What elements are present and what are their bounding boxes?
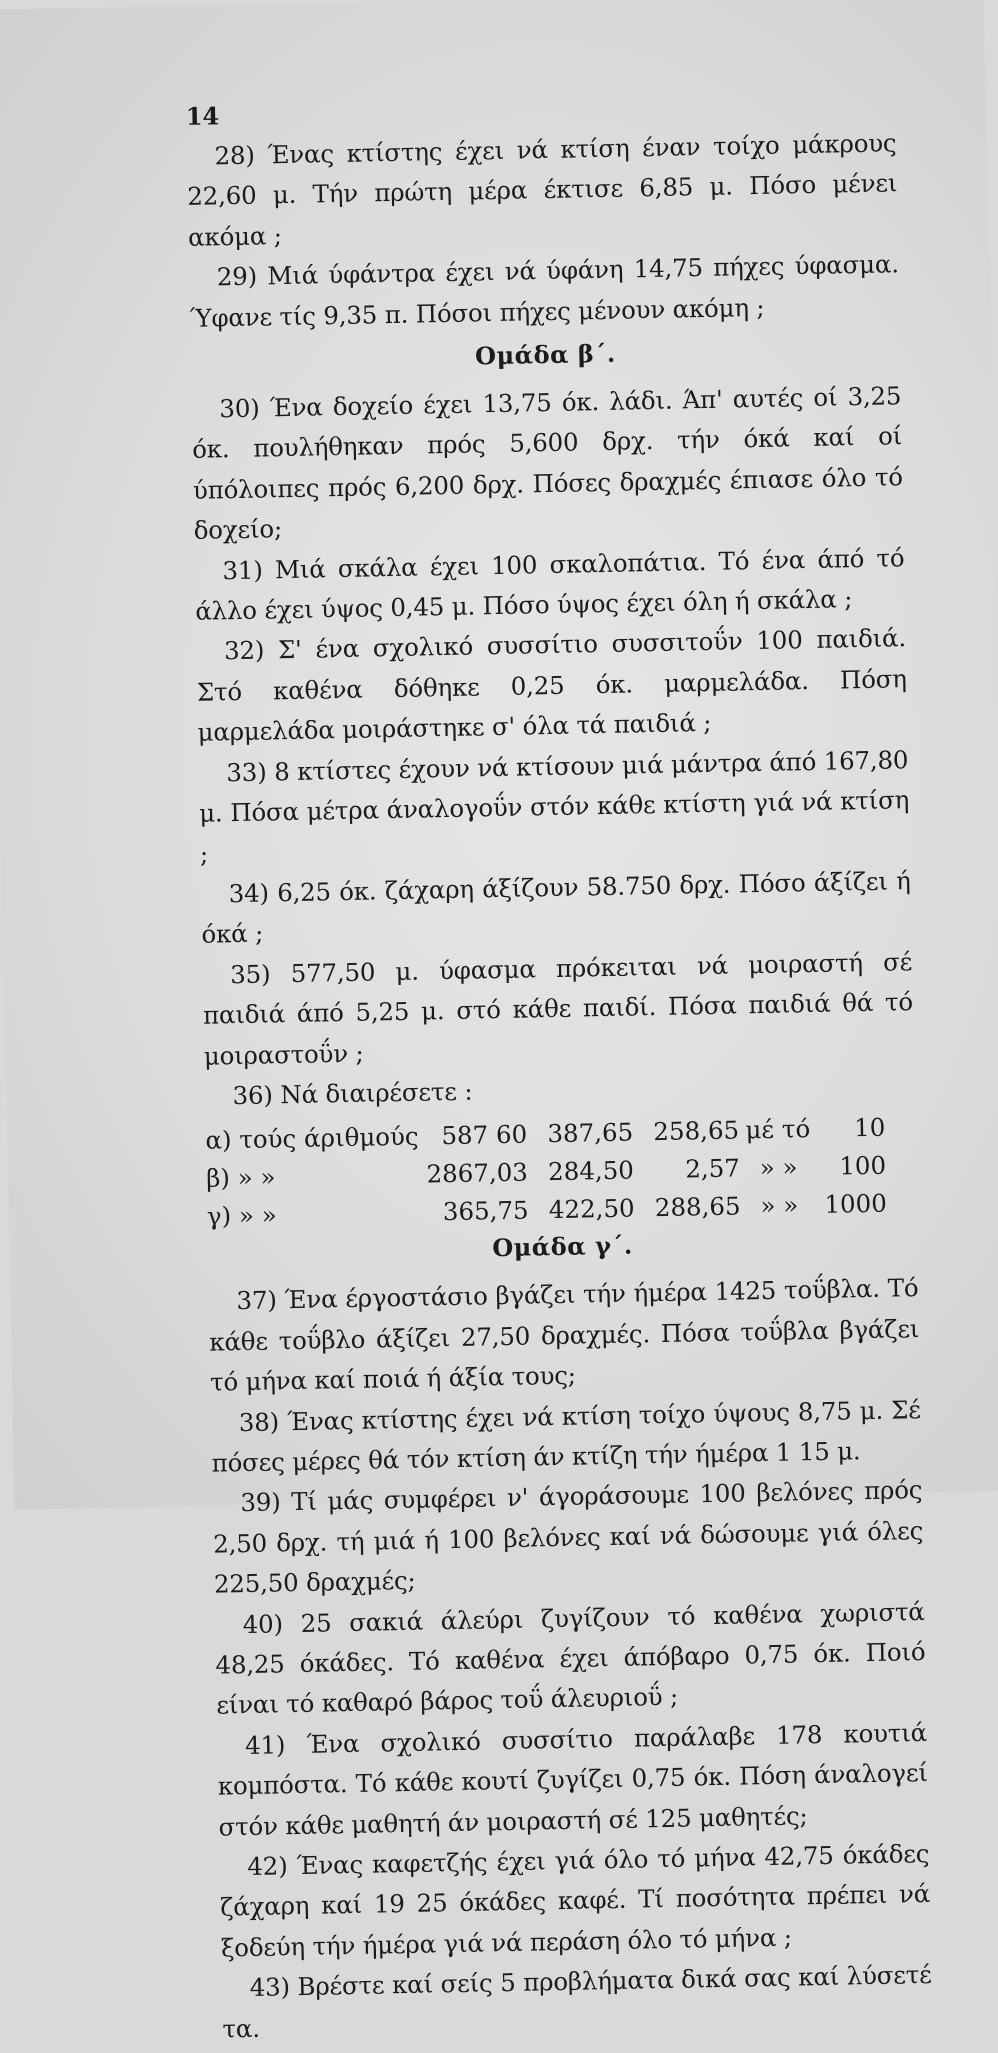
problem-36-intro: 36) Νά διαιρέσετε : (232, 1076, 473, 1111)
problem-37: 37) Ένα έργοστάσιο βγάζει τήν ήμέρα 1425 τοΰβλα. Τό κάθε τοΰβλο άξίζει 27,50 δραχμές. Πόσα τοΰβλα βγάζει τό μήνα καί ποιά ή άξία τους; (209, 1273, 920, 1397)
problem-35: 35) 577,50 μ. ύφασμα πρόκειται νά μοιραστή σέ παιδιά άπό 5,25 μ. στό κάθε παιδί. Πόσα παιδιά θά τό μοιραστοΰν ; (202, 946, 914, 1071)
problem-39: 39) Τί μάς συμφέρει ν' άγοράσουμε 100 βελόνες πρός 2,50 δρχ. τή μιά ή 100 βελόνες καί νά δώσουμε γιά όλες 225,50 δραχμές; (212, 1475, 924, 1599)
division-table (205, 1104, 887, 1231)
division-number: 587 60 (441, 1119, 528, 1151)
division-number: 2867,03 (426, 1157, 529, 1189)
division-row-label: α) τούς άριθμούς (205, 1121, 419, 1156)
problem-43: 43) Βρέστε καί σείς 5 προβλήματα δικά σας καί λύσετέ τα. (222, 1960, 932, 2044)
division-number: 258,65 (653, 1115, 740, 1147)
problem-28: 28) Ένας κτίστης έχει νά κτίση έναν τοίχο μάκρους 22,60 μ. Τήν πρώτη μέρα έκτισε 6,85 μ. Πόσο μένει ακόμα ; (187, 128, 898, 252)
division-number: 422,50 (548, 1193, 635, 1225)
problem-42: 42) Ένας καφετζής έχει γιά όλο τό μήνα 42,75 όκάδες ζάχαρη καί 19 25 όκάδες καφέ. Τί ποσότητα πρέπει νά ξοδεύη τήν ήμέρα γιά νά περάση όλο τό μήνα ; (219, 1838, 931, 1963)
division-number: 387,65 (547, 1117, 634, 1149)
division-number: 2,57 (685, 1153, 741, 1184)
problem-40: 40) 25 σακιά άλεύρι ζυγίζουν τό καθένα χωριστά 48,25 όκάδες. Τό καθένα έχει άπόβαρο 0,75 όκ. Ποιό είναι τό καθαρό βάρος τοΰ άλευριοΰ ; (215, 1596, 926, 1721)
problem-34: 34) 6,25 όκ. ζάχαρη άξίζουν 58.750 δρχ. Πόσο άξίζει ή όκά ; (201, 866, 911, 950)
division-divisor: 1000 (824, 1188, 888, 1220)
problem-33: 33) 8 κτίστες έχουν νά κτίσουν μιά μάντρα άπό 167,80 μ. Πόσα μέτρα άναλογοΰν στόν κάθε κτίστη γιά νά κτίση ; (198, 744, 910, 869)
division-separator: » » (759, 1152, 798, 1183)
problem-31: 31) Μιά σκάλα έχει 100 σκαλοπάτια. Τό ένα άπό τό άλλο έχει ύψος 0,45 μ. Πόσο ύψος έχει όλη ή σκάλα ; (195, 542, 905, 626)
division-separator: » » (760, 1190, 799, 1221)
division-divisor: 10 (853, 1112, 886, 1143)
problem-32: 32) Σ' ένα σχολικό συσσίτιο συσσιτοΰν 100 παιδιά. Στό καθένα δόθηκε 0,25 όκ. μαρμελάδα. Πόση μαρμελάδα μοιράστηκε σ' όλα τά παιδιά ; (196, 623, 907, 748)
page-number: 14 (185, 101, 220, 131)
division-number: 288,65 (654, 1191, 741, 1223)
division-row-label: γ) » » (206, 1200, 277, 1232)
problem-38: 38) Ένας κτίστης έχει νά κτίση τοίχο ύψους 8,75 μ. Σέ πόσες μέρες θά τόν κτίση άν κτίζη τήν ήμέρα 1 15 μ. (211, 1394, 922, 1478)
division-number: 365,75 (442, 1195, 529, 1227)
section-heading-b: Ομάδα β΄. (474, 338, 616, 371)
division-divisor: 100 (839, 1150, 887, 1181)
problem-41: 41) Ένα σχολικό συσσίτιο παράλαβε 178 κουτιά κομπόστα. Τό κάθε κουτί ζυγίζει 0,75 όκ. Πόση άναλογεί στόν κάθε μαθητή άν μοιραστή σέ 125 μαθητές; (217, 1717, 928, 1842)
section-heading-c: Ομάδα γ΄. (492, 1230, 634, 1263)
problem-30: 30) Ένα δοχείο έχει 13,75 όκ. λάδι. Άπ' αυτές οί 3,25 όκ. πουλήθηκαν πρός 5,600 δρχ. τήν όκά καί οί ύπόλοιπες πρός 6,200 δρχ. Πόσες δραχμές έπιασε όλο τό δοχείο; (191, 381, 904, 546)
division-row-label: β) » » (205, 1162, 276, 1194)
problem-29: 29) Μιά ύφάντρα έχει νά ύφάνη 14,75 πήχες ύφασμα. Ύφανε τίς 9,35 π. Πόσοι πήχες μένουν ακόμη ; (189, 249, 900, 333)
division-separator: μέ τό (745, 1114, 811, 1145)
division-number: 284,50 (547, 1155, 635, 1187)
